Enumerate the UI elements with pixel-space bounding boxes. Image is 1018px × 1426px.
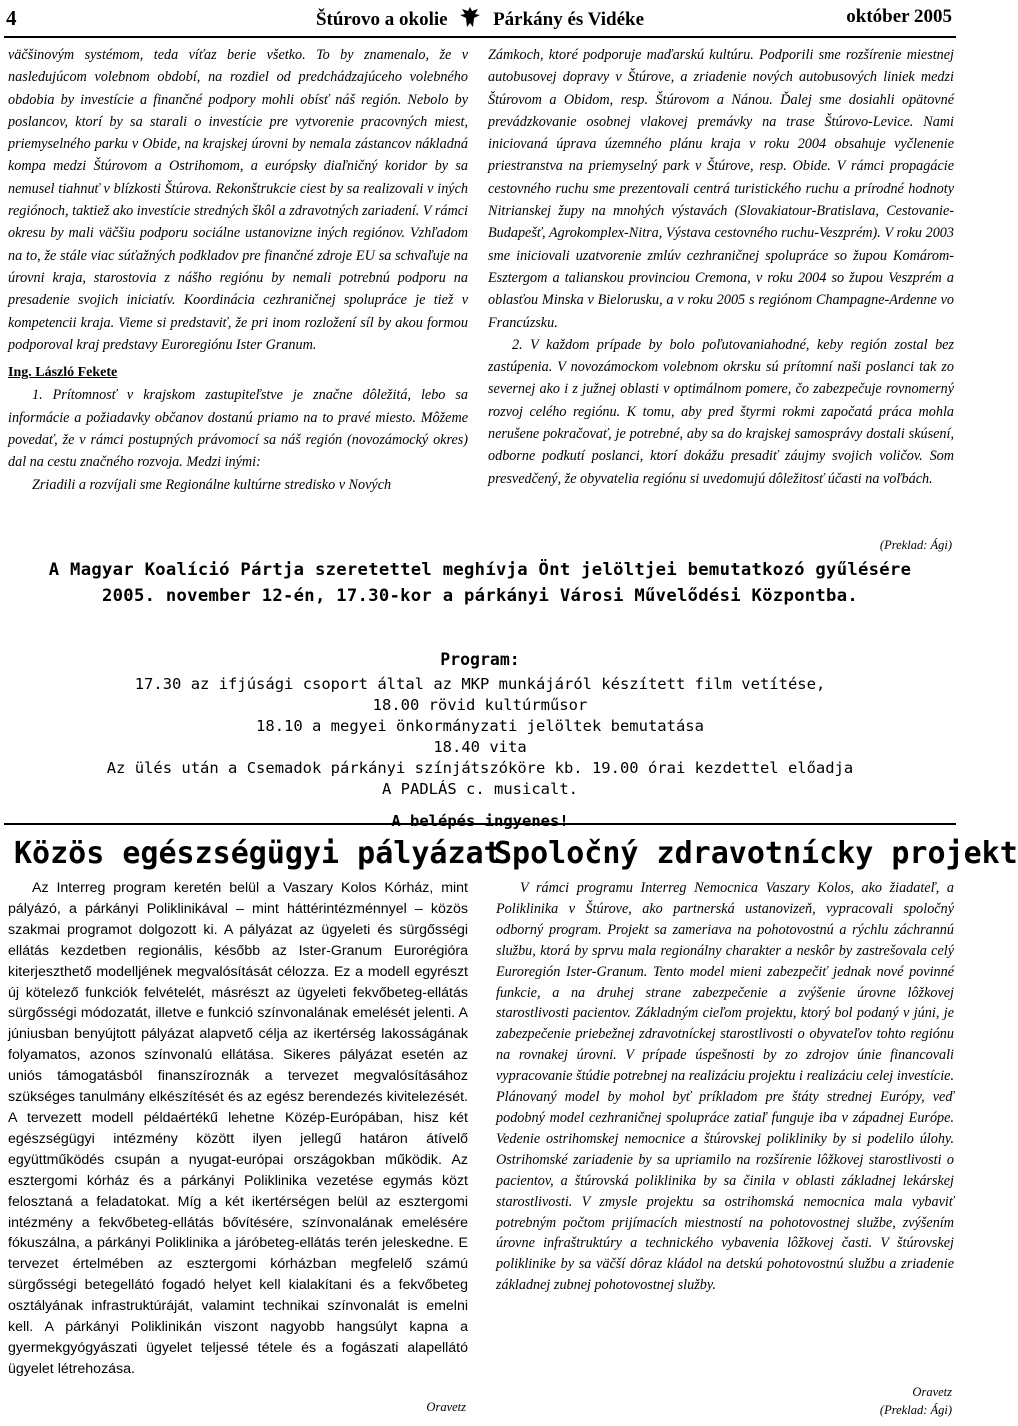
slovak-article-column-1 [8, 44, 468, 496]
header-rule [4, 36, 956, 38]
program-item: 18.00 rövid kultúrműsor [372, 696, 588, 714]
slovak-article2-translator: (Preklad: Ági) [879, 1403, 952, 1417]
program-item: 18.10 a megyei önkormányzati jelöltek bemutatása [256, 717, 704, 735]
slovak-paragraph: Zámkoch, ktoré podporuje maďarskú kultúru. Podporili sme rozšírenie miestnej autobusovej dopravy v Štúrove, a zriadenie nových autobusových liniek medzi Štúrovom a Obidom, resp. Štúrovom a Nánou. Ďalej sme dosiahli opätovné prevádzkovanie osobnej vlakovej premávky na trase Štúrovo-Levice. Nami iniciovaná úprava územného plánu kraja v roku 2004 obsahuje vyčlenenie priestranstva na priemyselný park v Štúrove, resp. Obide. V rámci propagácie cestovného ruchu sme prezentovali centrá turistického ruchu a prírodné hodnoty Nitrianskej župy na mnohých výstavách (Slovakiatour-Bratislava, Cestovanie-Budapešť, Agrokomplex-Nitra, Výstava cestovného ruchu-Veszprém). V roku 2003 sme iniciovali uzatvorenie zmlúv cezhraničnej spolupráce so župou Komárom-Esztergom a talianskou provinciou Cremona, v roku 2004 so župou Veszprém a oblasťou Minska v Bielorusku, a v roku 2005 s regiónom Champagne-Ardenne vo Francúzsku. [488, 47, 954, 331]
translator-credit: (Preklad: Ági) [879, 538, 952, 552]
program-item: 17.30 az ifjúsági csoport által az MKP munkájáról készített film vetítése, [134, 675, 826, 693]
title-hungarian: Párkány és Vidéke [493, 9, 645, 30]
free-entry-note: A belépés ingyenes! [391, 812, 569, 830]
invitation-date-line: 2005. november 12-én, 17.30-kor a párkányi Városi Művelődési Központba. [102, 586, 858, 606]
program-item: A PADLÁS c. musicalt. [382, 780, 578, 798]
invitation-line: A Magyar Koalíció Pártja szeretettel meghívja Önt jelöltjei bemutatkozó gyűlésére [48, 560, 912, 580]
program-title: Program: [440, 650, 520, 669]
newspaper-title [0, 6, 960, 31]
hungarian-paragraph: Az Interreg program keretén belül a Vaszary Kolos Kórház, mint pályázó, a párkányi Poliklinikával – mint háttérintézménnyel – közös szakmai programot dolgozott ki. A pályázat az ügyeleti és sürgősségi ellátás kezdetben regionális, később az Ister-Granum Eurorégióra kiterjeszthető modelljének megvalósítását célozza. Ez a modell egyrészt új kötelező funkciók felvételét, másrészt az ügyeleti fekvőbeteg-ellátás sürgősségi módozatát, illetve e funkció színvonalának emelését jelenti. A júniusban benyújtott pályázat alapvető célja az ikertérség lakosságának folyamatos, azonos színvonalú ellátása. Sikeres pályázat esetén az uniós támogatásból finanszíroznák a tervezet megvalósításához szükséges tanulmány elkészítését és az egész berendezés kivitelezését. A tervezett modell példaértékű lehetne Közép-Európában, hisz két egészségügyi intézmény között ilyen jellegű határon átívelő együttműködés csupán a nyugat-európai országokban működik. Az esztergomi kórház és a párkányi Poliklinika vezetése egymás közt felosztaná a feladatokat. Míg a két ikertérségen belül az esztergomi intézmény a fekvőbeteg-ellátás bővítésére, színvonalának emelésére fókuszálna, a párkányi Poliklinika a járóbeteg-ellátás terén jeleskedne. E tervezet értelmében az esztergomi kórházban megfelelő számú sürgősségi betegellátó fogadó helyet kell kialakítani és a fekvőbeteg osztályának infrastruktúráját, valamint technikai színvonalát is emelni kell. A párkányi Poliklinikán viszont nagyobb hangsúlyt kapna a gyermekgyógyászati ügyelet teljessé tétele és a fogászati alapellátó ügyelet létrehozása. [8, 880, 468, 1377]
title-slovak: Štúrovo a okolie [315, 9, 448, 30]
program-item: 18.40 vita [433, 738, 527, 756]
slovak-article-title: Spoločný zdravotnícky projekt [494, 836, 1018, 871]
slovak-article2-credits [880, 1383, 952, 1419]
program-list [6, 649, 954, 800]
eagle-emblem-icon [458, 6, 482, 28]
announcement-invitation [6, 557, 954, 609]
page-number: 4 [6, 6, 17, 30]
slovak-article2-author: Oravetz [912, 1385, 952, 1399]
program-item: Az ülés után a Csemadok párkányi színjátszóköre kb. 19.00 órai kezdettel előadja [106, 759, 854, 777]
section-rule [4, 823, 956, 825]
hungarian-article-author: Oravetz [426, 1400, 466, 1414]
slovak-article-column-2 [488, 44, 954, 490]
slovak-article2-body [496, 878, 954, 1296]
author-signature: Ing. László Fekete [8, 365, 118, 381]
page-header [0, 0, 960, 36]
slovak-paragraph: väčšinovým systémom, teda víťaz berie všetko. To by znamenalo, že v nasledujúcom volebnom období, na rozdiel od predchádzajúceho volebného obdobia by investície a finančné podpory mohli obísť náš región. Nebolo by poslancov, ktorí by sa starali o investície pre vytvorenie pracovných miest, priemyselného parku v Obide, na krajskej úrovni by nemala zástancov nákladná kompa medzi Štúrovom a Ostrihomom, a európsky diaľničný koridor by sa nemusel tiahnuť v blízkosti Štúrova. Rekonštrukcie ciest by sa realizovali v iných regiónoch, taktiež ako investície stredných škôl a zdravotných zariadení. V rámci okresu by mali väčšiu podporu sociálne ustanovizne iných regiónov. Vzhľadom na to, že stále viac súťažných podkladov pre finančné zdroje EU sa schvaľuje na úrovni kraja, starostovia z nášho regiónu by nemali potrebnú podporu na presadenie svojich iniciatív. Koordinácia cezhraničnej spolupráce je tiež v kompetencii kraja. Vieme si predstaviť, že pri inom rozložení síl by akou formou podporoval kraj predstavy Euroregiónu Ister Granum. [8, 47, 468, 353]
slovak-paragraph: V rámci programu Interreg Nemocnica Vaszary Kolos, ako žiadateľ, a Poliklinika v Štúrove, ako partnerská ustanovizeň, vypracovali spoločný odborný program. Projekt sa zameriava na pohotovostnú a rýchlu záchrannú službu, ktorá by sprvu mala regionálny charakter a neskôr by zastrešovala celý Euroregión Ister-Granum. Tento model mieni zabezpečiť jednak nové povinné funkcie, a na druhej strane zabezpečenie a zvýšenie úrovne lôžkovej starostlivosti pacientov. Základným cieľom projektu, ktorý bol podaný v júni, je zabezpečenie priebežnej zdravotníckej starostlivosti o obyvateľov tohto regiónu na rovnakej úrovni. V prípade úspešnosti by zo zdrojov únie financovali vypracovanie štúdie potrebnej na realizáciu projektu i realizáciu celej investície. Plánovaný model by mohol byť príkladom pre štáty strednej Európy, veď podobný model cezhraničnej spolupráce zatiaľ funguje iba v západnej Európe. Vedenie ostrihomskej nemocnice a štúrovskej polikliniky by si podelilo úlohy. Ostrihomské zariadenie by sa upriamilo na rozšírenie lôžkovej starostlivosti o pacientov, a štúrovská poliklinika by sa činila v oblasti základnej lekárskej starostlivosti. V zmysle projektu sa ostrihomská nemocnica mala vybaviť potrebným počtom prijímacích miestností na pohotovostnej službe, zvýšením úrovne infraštruktúry a technického vybavenia lôžkovej časti. V štúrovskej poliklinike by sa väčší dôraz kládol na detskú pohotovostnú službu a zriadenie základnej zubnej pohotovostnej služby. [496, 880, 954, 1294]
slovak-paragraph: Zriadili a rozvíjali sme Regionálne kultúrne stredisko v Nových [32, 476, 392, 493]
slovak-paragraph: 2. V každom prípade by bolo poľutovaniahodné, keby región zostal bez zastúpenia. V novozámockom volebnom okrsku sú prítomní naši poslanci tak zo severnej ako i z južnej oblasti v optimálnom pomere, čo zabezpečuje rovnomerný rozvoj celého regiónu. K tomu, aby pred štyrmi rokmi započatá práca mohla nerušene pokračovať, je potrebné, aby sa do krajskej samosprávy dostali skúsení, odborne podkutí poslanci, ktorí dokážu presadiť záujmy svojich voličov. Som presvedčený, že obyvatelia regiónu si uvedomujú dôležitosť účasti na voľbách. [488, 336, 954, 487]
event-announcement [6, 557, 954, 830]
hungarian-article-body [8, 878, 468, 1380]
issue-date: október 2005 [846, 6, 952, 27]
slovak-paragraph: 1. Prítomnosť v krajskom zastupiteľstve je značne dôležitá, lebo sa informácie a požiadavky občanov dostanú priamo na to pravé miesto. Môžeme povedať, že v rámci postupných právomocí sa náš región (novozámocký okres) dal na cestu značného rozvoja. Medzi inými: [8, 387, 468, 471]
hungarian-article-title: Közös egészségügyi pályázat [14, 836, 502, 871]
